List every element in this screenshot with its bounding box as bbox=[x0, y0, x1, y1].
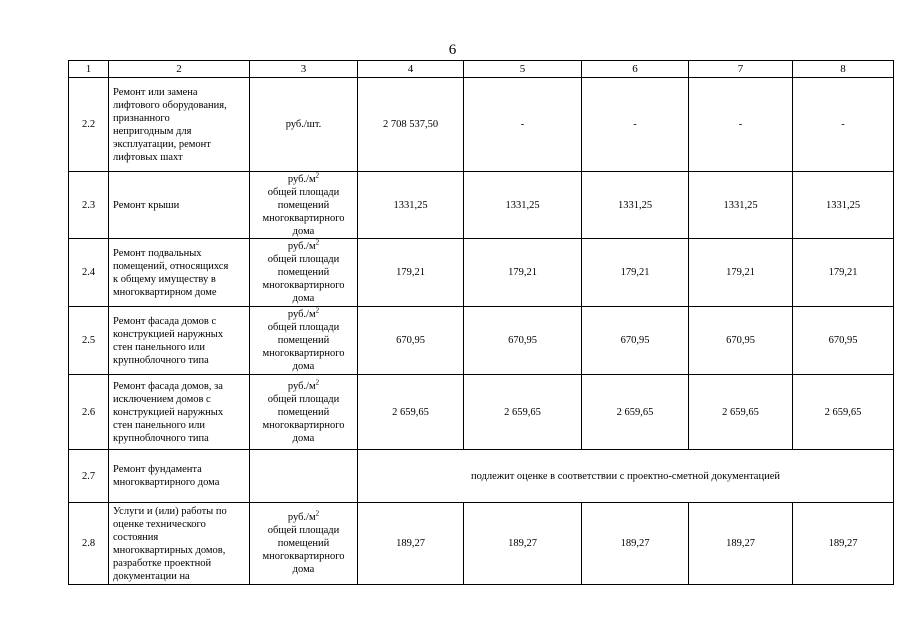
column-number-row bbox=[69, 61, 894, 78]
header-cell: 5 bbox=[464, 61, 582, 78]
header-cell: 7 bbox=[689, 61, 793, 78]
work-name-line: к общему имуществу в bbox=[113, 273, 216, 285]
value-cell: 1331,25 bbox=[358, 172, 464, 239]
work-name-line: состояния bbox=[113, 531, 159, 543]
unit-line: многоквартирного bbox=[262, 348, 345, 359]
work-name-cell bbox=[109, 172, 250, 239]
value-cell: 1331,25 bbox=[689, 172, 793, 239]
unit-line: дома bbox=[292, 293, 315, 304]
work-name-line: лифтовых шахт bbox=[113, 151, 183, 163]
unit-line: дома bbox=[292, 564, 315, 575]
value-cell: 189,27 bbox=[358, 503, 464, 585]
value-cell: 189,27 bbox=[689, 503, 793, 585]
value-cell: 2 659,65 bbox=[464, 375, 582, 450]
unit-cell bbox=[250, 307, 358, 375]
unit-line: многоквартирного bbox=[262, 551, 345, 562]
unit-line: многоквартирного bbox=[262, 419, 345, 431]
unit-line: помещений bbox=[277, 406, 330, 418]
work-name-line: многоквартирных домов, bbox=[113, 544, 226, 556]
unit-base: руб./м bbox=[287, 309, 316, 320]
value-cell: - bbox=[464, 78, 582, 172]
header-cell: 4 bbox=[358, 61, 464, 78]
value-cell: 179,21 bbox=[358, 239, 464, 307]
table-row bbox=[69, 503, 894, 585]
value-cell: 2 708 537,50 bbox=[358, 78, 464, 172]
value-cell: 2 659,65 bbox=[582, 375, 689, 450]
value-cell: 1331,25 bbox=[793, 172, 894, 239]
header-cell: 6 bbox=[582, 61, 689, 78]
table-row bbox=[69, 307, 894, 375]
row-number-cell: 2.2 bbox=[69, 78, 109, 172]
work-name-cell bbox=[109, 503, 250, 585]
unit-line: помещений bbox=[277, 267, 330, 278]
unit-cell bbox=[250, 172, 358, 239]
row-number-cell: 2.6 bbox=[69, 375, 109, 450]
unit-line: дома bbox=[292, 225, 315, 237]
unit-line bbox=[253, 173, 354, 186]
unit-superscript: 2 bbox=[315, 171, 320, 179]
work-name-line: Ремонт фасада домов, за bbox=[113, 380, 223, 392]
header-cell: 3 bbox=[250, 61, 358, 78]
work-name-cell bbox=[109, 78, 250, 172]
work-name-line: стен панельного или bbox=[113, 419, 206, 431]
work-name-line: крупноблочного типа bbox=[113, 354, 209, 366]
merged-note-cell: подлежит оценке в соответствии с проектно-сметной документацией bbox=[358, 450, 894, 503]
unit-line bbox=[253, 380, 354, 393]
header-cell: 8 bbox=[793, 61, 894, 78]
unit-line: дома bbox=[292, 432, 315, 444]
unit-superscript: 2 bbox=[315, 509, 320, 518]
unit-line bbox=[253, 511, 354, 524]
row-number-cell: 2.4 bbox=[69, 239, 109, 307]
unit-superscript: 2 bbox=[315, 238, 320, 247]
work-name-line: Ремонт фундамента bbox=[113, 464, 202, 475]
value-cell: 670,95 bbox=[582, 307, 689, 375]
value-cell: - bbox=[793, 78, 894, 172]
value-cell: 189,27 bbox=[582, 503, 689, 585]
table-row bbox=[69, 450, 894, 503]
value-cell: 189,27 bbox=[793, 503, 894, 585]
value-cell: - bbox=[582, 78, 689, 172]
value-cell: 179,21 bbox=[689, 239, 793, 307]
work-name-cell bbox=[109, 307, 250, 375]
table-row bbox=[69, 239, 894, 307]
value-cell: 179,21 bbox=[464, 239, 582, 307]
unit-base: руб./м bbox=[287, 512, 316, 523]
work-name-cell bbox=[109, 450, 250, 503]
unit-base: руб./м bbox=[287, 173, 316, 185]
header-cell: 2 bbox=[109, 61, 250, 78]
row-number-cell: 2.3 bbox=[69, 172, 109, 239]
value-cell: 670,95 bbox=[689, 307, 793, 375]
value-cell: 670,95 bbox=[464, 307, 582, 375]
value-cell: 2 659,65 bbox=[358, 375, 464, 450]
unit-line: общей площади bbox=[267, 393, 340, 405]
value-cell: 179,21 bbox=[793, 239, 894, 307]
table-row bbox=[69, 375, 894, 450]
row-number-cell: 2.7 bbox=[69, 450, 109, 503]
unit-line bbox=[253, 308, 354, 321]
work-name-line: помещений, относящихся bbox=[113, 260, 229, 272]
work-name-line: Ремонт или замена bbox=[113, 86, 198, 98]
work-name-cell bbox=[109, 375, 250, 450]
work-name-line: многоквартирного дома bbox=[113, 477, 220, 488]
work-name-line: исключением домов с bbox=[113, 393, 211, 405]
work-name-line: непригодным для bbox=[113, 125, 192, 137]
value-cell: 1331,25 bbox=[464, 172, 582, 239]
work-name-line: Ремонт подвальных bbox=[113, 247, 202, 259]
unit-cell bbox=[250, 503, 358, 585]
row-number-cell: 2.8 bbox=[69, 503, 109, 585]
work-name-line: конструкцией наружных bbox=[113, 328, 224, 340]
work-name-line: эксплуатации, ремонт bbox=[113, 138, 211, 150]
work-name-line: признанного bbox=[113, 112, 170, 124]
value-cell: 189,27 bbox=[464, 503, 582, 585]
value-cell: 179,21 bbox=[582, 239, 689, 307]
unit-line: общей площади bbox=[267, 322, 340, 333]
page-number: 6 bbox=[448, 42, 457, 58]
unit-line: многоквартирного bbox=[262, 212, 345, 224]
unit-line: многоквартирного bbox=[262, 280, 345, 291]
work-name-line: стен панельного или bbox=[113, 341, 206, 353]
work-name-line: лифтового оборудования, bbox=[113, 99, 227, 111]
unit-superscript: 2 bbox=[315, 378, 320, 386]
unit-line: дома bbox=[292, 361, 315, 372]
work-name-line: разработке проектной bbox=[113, 557, 212, 569]
unit-line bbox=[253, 240, 354, 253]
value-cell: 2 659,65 bbox=[689, 375, 793, 450]
header-cell: 1 bbox=[69, 61, 109, 78]
value-cell: 670,95 bbox=[358, 307, 464, 375]
work-name-line: конструкцией наружных bbox=[113, 406, 224, 418]
unit-base: руб./м bbox=[287, 380, 316, 392]
work-name-line: Услуги и (или) работы по bbox=[113, 505, 227, 517]
work-name-line: Ремонт фасада домов с bbox=[113, 315, 217, 327]
work-name-line: многоквартирном доме bbox=[113, 286, 217, 298]
work-name-line: Ремонт крыши bbox=[113, 199, 180, 211]
unit-line: помещений bbox=[277, 199, 330, 211]
value-cell: 1331,25 bbox=[582, 172, 689, 239]
unit-line: помещений bbox=[277, 335, 330, 346]
unit-cell: руб./шт. bbox=[250, 78, 358, 172]
work-name-line: крупноблочного типа bbox=[113, 432, 209, 444]
work-name-line: оценке технического bbox=[113, 518, 206, 530]
unit-cell bbox=[250, 450, 358, 503]
unit-superscript: 2 bbox=[315, 306, 320, 315]
value-cell: - bbox=[689, 78, 793, 172]
table-body bbox=[69, 61, 894, 585]
value-cell: 2 659,65 bbox=[793, 375, 894, 450]
table-row bbox=[69, 78, 894, 172]
tariff-table bbox=[68, 60, 894, 585]
unit-line: общей площади bbox=[267, 254, 340, 265]
unit-base: руб./м bbox=[287, 241, 316, 252]
work-name-cell bbox=[109, 239, 250, 307]
row-number-cell: 2.5 bbox=[69, 307, 109, 375]
value-cell: 670,95 bbox=[793, 307, 894, 375]
work-name-line: документации на bbox=[113, 570, 190, 582]
unit-line: общей площади bbox=[267, 186, 340, 198]
unit-line: помещений bbox=[277, 538, 330, 549]
unit-cell bbox=[250, 239, 358, 307]
table-row bbox=[69, 172, 894, 239]
unit-cell bbox=[250, 375, 358, 450]
unit-line: общей площади bbox=[267, 525, 340, 536]
